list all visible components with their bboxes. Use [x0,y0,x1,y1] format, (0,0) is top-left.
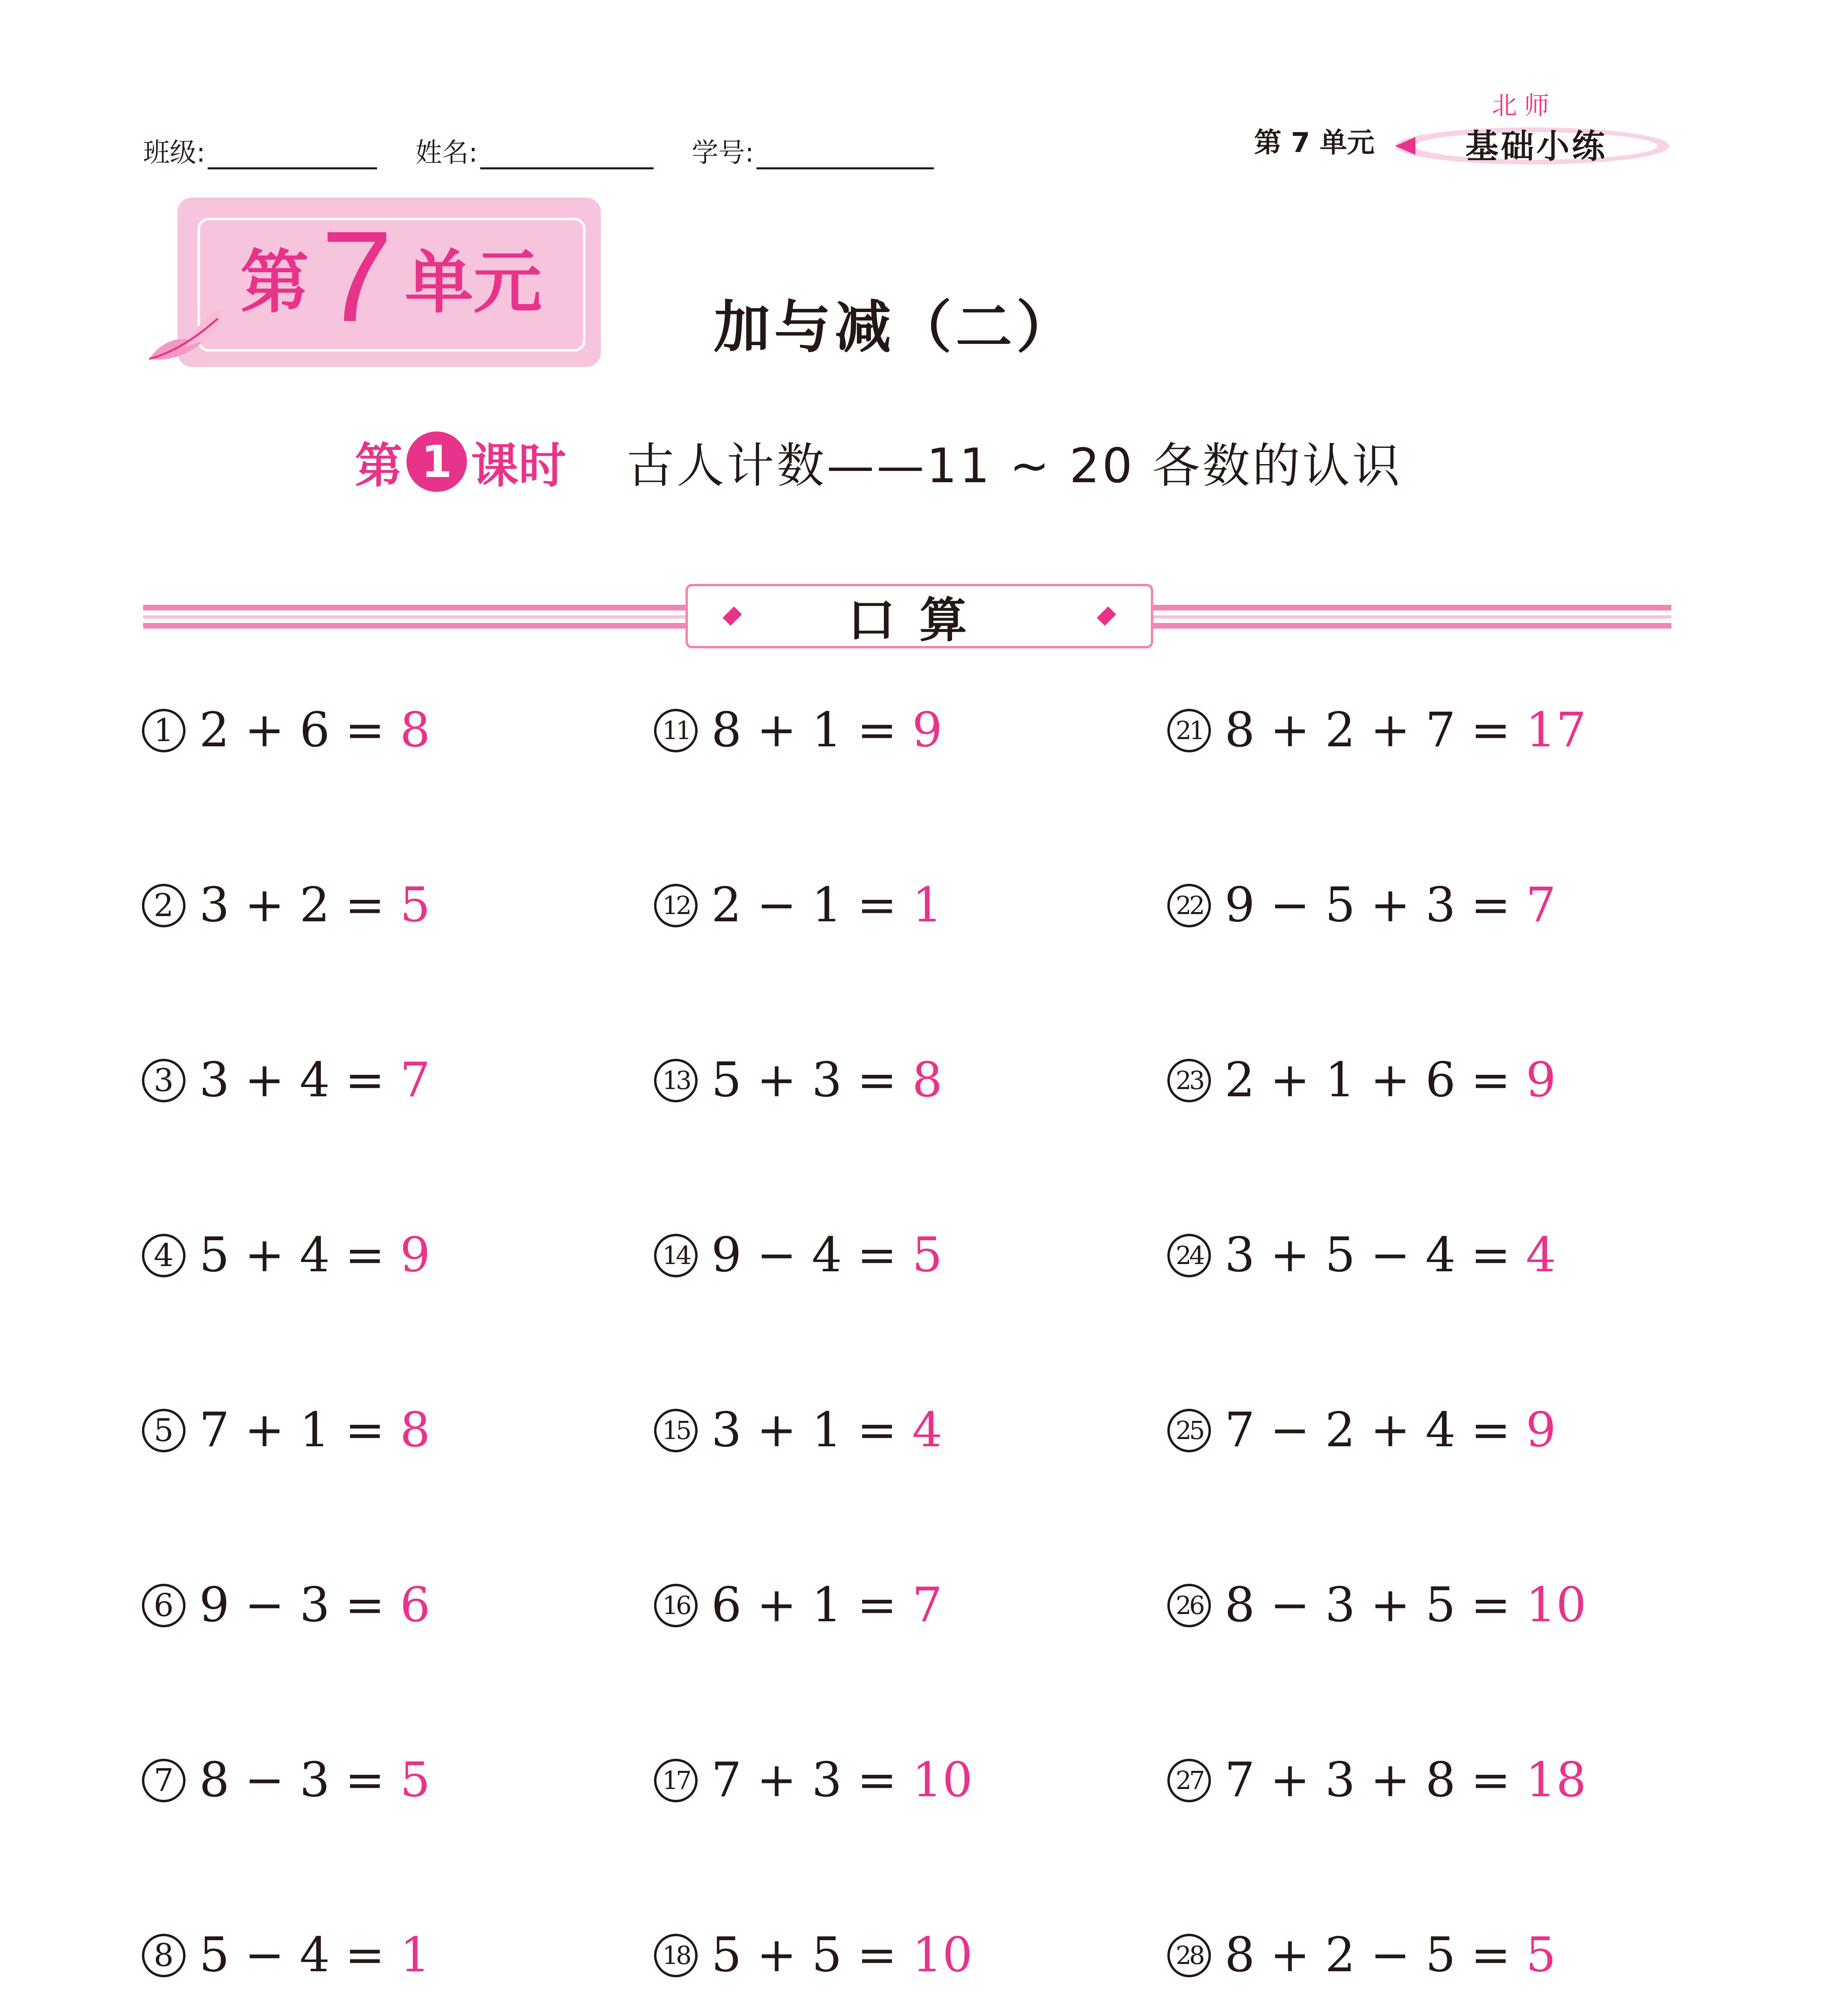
problem-item [1167,702,1586,877]
problem-answer[interactable]: 4 [1525,1227,1556,1283]
problem-number: 18 [654,1934,698,1977]
problem-expression: 2 + 6 = [199,702,385,758]
problem-number: 5 [142,1409,185,1452]
student-id-blank[interactable] [756,142,934,169]
problem-expression: 9 − 4 = [711,1227,897,1283]
problem-expression: 6 + 1 = [711,1577,897,1633]
problem-expression: 2 + 1 + 6 = [1225,1052,1511,1108]
problem-item [654,1577,1003,1752]
problem-number: 26 [1167,1584,1211,1627]
problem-expression: 9 − 5 + 3 = [1225,877,1511,933]
problem-number: 25 [1167,1409,1211,1452]
name-field [415,131,653,169]
unit-title: 加与减（二） [714,295,1077,360]
problem-answer[interactable]: 7 [912,1577,943,1633]
lesson-tag [355,427,566,496]
problem-answer[interactable]: 10 [1525,1577,1587,1633]
problem-item [1167,877,1586,1052]
problem-column-2 [654,702,1003,2016]
problem-item [142,702,430,877]
problem-item [142,1577,430,1752]
problem-answer[interactable]: 9 [400,1227,431,1283]
problem-expression: 7 − 2 + 4 = [1225,1402,1511,1458]
header-unit-label: 第 7 单元 [1254,127,1375,159]
unit-number: 7 [321,204,393,348]
problem-answer[interactable]: 5 [400,1752,431,1808]
series-name: 基础小练 [1465,127,1607,166]
problem-expression: 5 + 5 = [711,1927,897,1983]
problem-answer[interactable]: 8 [400,1402,431,1458]
problem-number: 15 [654,1409,698,1452]
problem-item [142,1926,430,2016]
problem-answer[interactable]: 6 [400,1577,431,1633]
problem-answer[interactable]: 5 [1525,1927,1556,1983]
problem-answer[interactable]: 5 [400,877,431,933]
problem-answer[interactable]: 4 [912,1402,943,1458]
problem-item [1167,1752,1586,1926]
problem-number: 2 [142,884,185,927]
problem-expression: 7 + 3 + 8 = [1225,1752,1511,1808]
name-blank[interactable] [480,142,654,169]
lesson-number: 1 [406,431,467,492]
problem-expression: 8 − 3 + 5 = [1225,1577,1511,1633]
problem-item [654,702,1003,877]
problem-answer[interactable]: 5 [912,1227,943,1283]
problem-number: 17 [654,1759,698,1802]
problem-item [1167,1402,1586,1577]
problem-number: 3 [142,1059,185,1102]
problem-answer[interactable]: 9 [912,702,943,758]
unit-prefix: 第 [240,242,309,323]
problem-expression: 8 + 1 = [711,702,897,758]
problem-number: 12 [654,884,698,927]
problem-column-3 [1167,702,1586,2016]
problem-column-1 [142,702,430,2016]
lesson-suffix: 课时 [471,438,567,494]
problem-item [654,1752,1003,1926]
problem-number: 7 [142,1759,185,1802]
problem-number: 14 [654,1234,698,1277]
problem-item [142,1052,430,1227]
problem-answer[interactable]: 7 [400,1052,431,1108]
lesson-prefix: 第 [355,438,403,494]
problem-number: 13 [654,1059,698,1102]
problem-number: 22 [1167,884,1211,927]
problem-item [142,1752,430,1926]
unit-heading [210,204,573,348]
problem-number: 21 [1167,709,1211,752]
lesson-heading [355,427,1402,496]
problem-expression: 8 − 3 = [199,1752,385,1808]
problem-item [1167,1052,1586,1227]
problem-number: 27 [1167,1759,1211,1802]
problem-answer[interactable]: 1 [912,877,943,933]
series-publisher: 北师 [1492,91,1557,120]
student-info-line [143,125,972,169]
problem-answer[interactable]: 8 [912,1052,943,1108]
problem-item [654,1926,1003,2016]
student-id-label: 学号: [692,137,754,168]
problem-expression: 8 + 2 + 7 = [1225,702,1511,758]
problem-expression: 3 + 1 = [711,1402,897,1458]
problem-expression: 9 − 3 = [199,1577,385,1633]
problem-expression: 3 + 2 = [199,877,385,933]
class-field [143,131,377,169]
name-label: 姓名: [415,137,478,168]
problem-answer[interactable]: 8 [400,702,431,758]
lesson-title: 古人计数——11 ~ 20 各数的认识 [627,438,1402,494]
problem-answer[interactable]: 10 [912,1752,973,1808]
class-label: 班级: [143,137,206,168]
problem-item [654,1227,1003,1402]
problem-number: 6 [142,1584,185,1627]
problem-expression: 5 − 4 = [199,1927,385,1983]
class-blank[interactable] [208,142,377,169]
problem-expression: 8 + 2 − 5 = [1225,1927,1511,1983]
student-id-field [692,131,934,169]
problem-number: 24 [1167,1234,1211,1277]
problem-answer[interactable]: 1 [400,1927,431,1983]
problem-number: 23 [1167,1059,1211,1102]
leaf-decoration-icon [141,306,226,371]
problem-number: 28 [1167,1934,1211,1977]
problem-expression: 3 + 4 = [199,1052,385,1108]
problem-item [654,1052,1003,1227]
problem-number: 4 [142,1234,185,1277]
problem-number: 11 [654,709,698,752]
problem-item [654,1402,1003,1577]
diamond-right-icon [1097,606,1116,626]
problem-item [142,1402,430,1577]
section-header [685,584,1153,648]
problem-number: 1 [142,709,185,752]
unit-suffix: 单元 [404,242,542,323]
problem-number: 16 [654,1584,698,1627]
problem-item [1167,1577,1586,1752]
problem-expression: 3 + 5 − 4 = [1225,1227,1511,1283]
problem-expression: 7 + 1 = [199,1402,385,1458]
problem-answer[interactable]: 10 [912,1927,973,1983]
problem-answer[interactable]: 9 [1525,1052,1556,1108]
problem-answer[interactable]: 17 [1525,702,1587,758]
diamond-left-icon [723,606,742,626]
problem-item [1167,1926,1586,2016]
section-title: 口算 [847,592,991,648]
problem-item [654,877,1003,1052]
problem-item [1167,1227,1586,1402]
problem-expression: 7 + 3 = [711,1752,897,1808]
problem-item [142,1227,430,1402]
problem-item [142,877,430,1052]
problem-answer[interactable]: 7 [1525,877,1556,933]
problem-expression: 5 + 4 = [199,1227,385,1283]
problem-expression: 2 − 1 = [711,877,897,933]
problem-expression: 5 + 3 = [711,1052,897,1108]
problem-answer[interactable]: 9 [1525,1402,1556,1458]
problem-number: 8 [142,1934,185,1977]
problem-answer[interactable]: 18 [1525,1752,1587,1808]
